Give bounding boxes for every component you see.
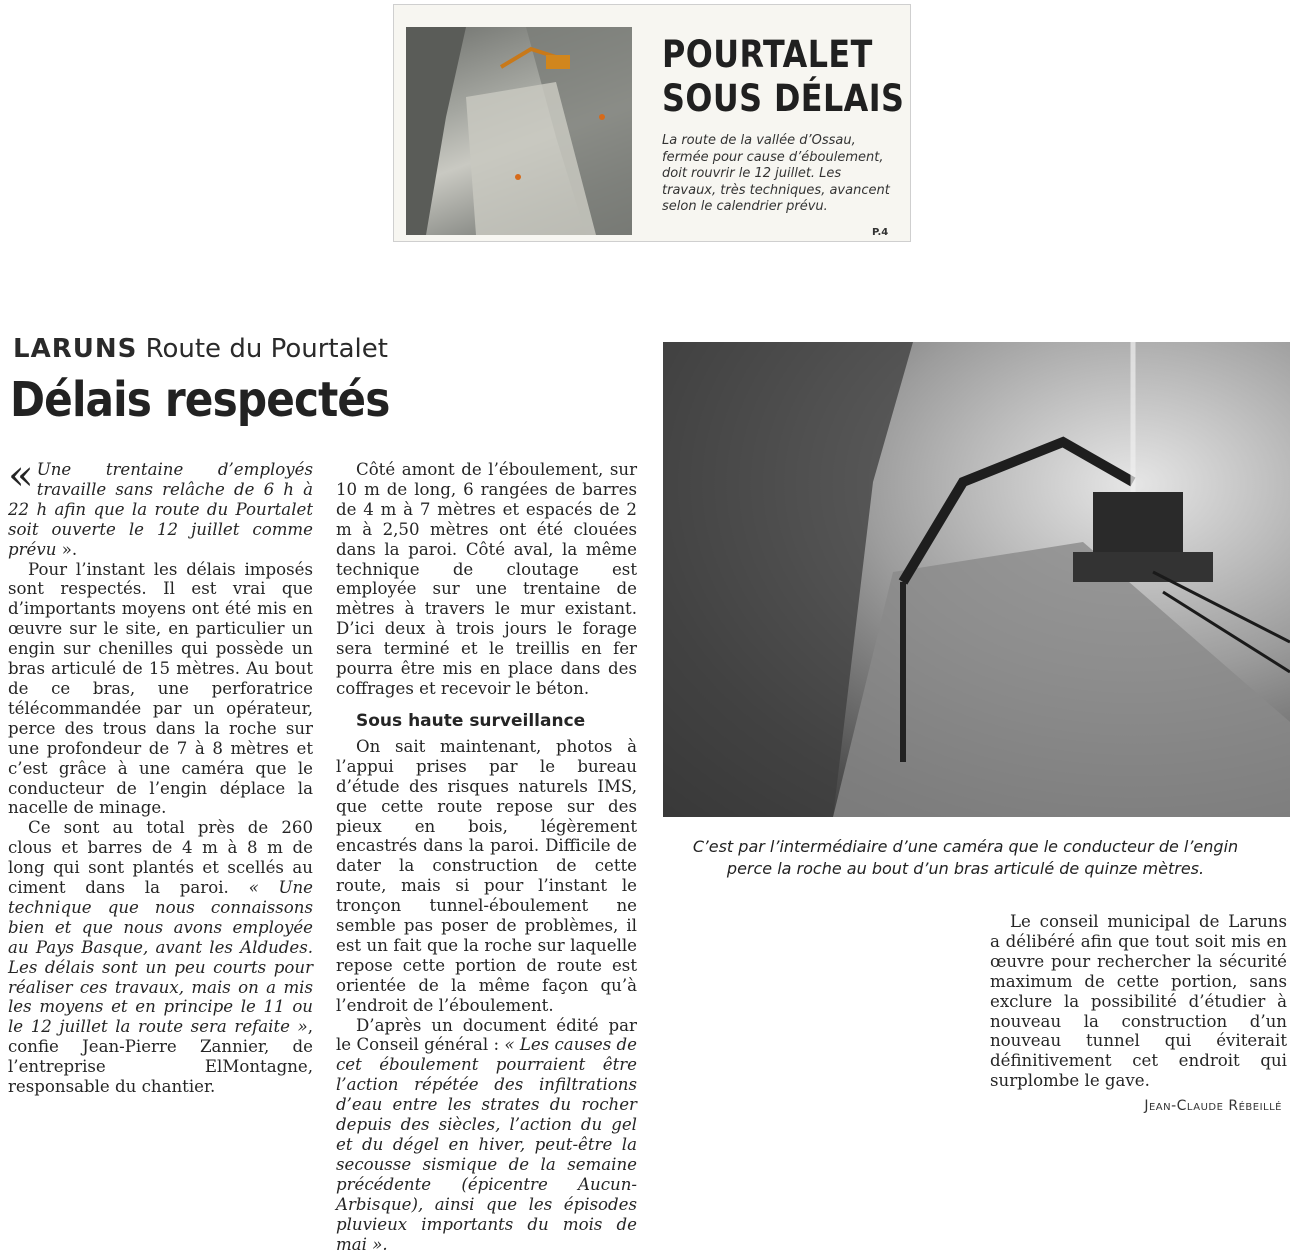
photo-caption: C’est par l’intermédiaire d’une caméra que le conducteur de l’engin perce la roche au bout d’un bras articulé de quinze mètres. bbox=[692, 837, 1239, 878]
article-place: LARUNS bbox=[13, 334, 138, 364]
teaser-title-line2: SOUS DÉLAIS bbox=[662, 77, 905, 120]
teaser-clipping bbox=[393, 4, 911, 242]
body-paragraph-6: Le conseil municipal de Laruns a délibéré afin que tout soit mis en œuvre pour rechercher la sécurité maximum de cette portion, sans exclure la possibilité d’étudier à nouveau la construction d’un nouveau tunnel qui éviterait définitivement cet endroit qui surplombe le gave. bbox=[990, 912, 1287, 1091]
article-section: Route du Pourtalet bbox=[145, 334, 388, 364]
body-paragraph-1: Pour l’instant les délais imposés sont respectés. Il est vrai que d’importants moyens ont été mis en œuvre sur le site, en particulier un engin sur chenilles qui possède un bras articulé de 15 mètres. Au bout de ce bras, une perforatrice télécommandée par un opérateur, perce des trous dans la roche sur une profondeur de 7 à 8 mètres et c’est grâce à une caméra que le conducteur de l’engin déplace la nacelle de minage. bbox=[8, 559, 313, 818]
teaser-summary: La route de la vallée d’Ossau, fermée pour cause d’éboulement, doit rouvrir le 12 juillet. Les travaux, très techniques, avancent selon le calendrier prévu. bbox=[662, 133, 890, 214]
article-column-4 bbox=[990, 912, 1287, 1091]
teaser-photo bbox=[406, 27, 632, 235]
body-paragraph-5 bbox=[336, 1016, 637, 1254]
teaser-title bbox=[662, 33, 905, 121]
subheading: Sous haute surveillance bbox=[356, 710, 586, 731]
body-paragraph-3: Côté amont de l’éboulement, sur 10 m de long, 6 rangées de barres de 4 m à 7 mètres et espacés de 2 m à 2,50 mètres ont été clouées dans la paroi. Côté aval, la même technique de cloutage est employée sur une trentaine de mètres à travers le mur existant. D’ici deux à trois jours le forage sera terminé et le treillis en fer pourra être mis en place dans des coffrages et recevoir le béton. bbox=[336, 460, 637, 698]
body-paragraph-2 bbox=[8, 818, 313, 1097]
lede-end: ». bbox=[56, 539, 78, 559]
lede-paragraph: « Une trentaine d’employés travaille sans relâche de 6 h à 22 h afin que la route du Pourtalet soit ouverte le 12 juillet comme prévu ». bbox=[8, 450, 313, 559]
lede-quote: Une trentaine d’employés travaille sans relâche de 6 h à 22 h afin que la route du Pourtalet soit ouverte le 12 juillet comme prévu bbox=[8, 460, 313, 559]
teaser-photo-illustration bbox=[406, 27, 632, 235]
p2-quote: « Une technique que nous connaissons bien et que nous avons employée au Pays Basque, avant les Aldudes. Les délais sont un peu courts pour réaliser ces travaux, mais on a mis les moyens et en principe le 11 ou le 12 juillet la route sera refaite » bbox=[8, 878, 313, 1037]
article-headline: Délais respectés bbox=[10, 372, 390, 428]
body-paragraph-4: On sait maintenant, photos à l’appui prises par le bureau d’étude des risques naturels IMS, que cette route repose sur des pieux en bois, légèrement encastrés dans la paroi. Difficile de dater la construction de cette route, mais si pour l’instant le tronçon tunnel-éboulement ne semble pas poser de problèmes, il est un fait que la roche sur laquelle repose cette portion de route est orientée de la même façon qu’à l’endroit de l’éboulement. bbox=[336, 736, 637, 1015]
article-photo bbox=[663, 342, 1290, 817]
p2-start: Ce sont au total près de 260 clous et barres de 4 m à 8 m de long qui sont plantés et scellés au ciment dans la paroi. bbox=[8, 818, 313, 898]
teaser-page-ref: P.4 bbox=[872, 227, 889, 238]
byline: Jean-Claude Rébeillé bbox=[1144, 1098, 1282, 1114]
article bbox=[0, 322, 1300, 1254]
teaser-title-line1: POURTALET bbox=[662, 33, 873, 76]
article-column-2 bbox=[336, 460, 637, 1254]
p2-end: , confie Jean-Pierre Zannier, de l’entreprise ElMontagne, responsable du chantier. bbox=[8, 1017, 313, 1097]
p5-quote: « Les causes de cet éboulement pourraient être l’action répétée des infiltrations d’eau entre les strates du rocher depuis des siècles, l’action du gel et du dégel en hiver, peut-être la secousse sismique de la semaine précédente (épicentre Aucun-Arbisque), ainsi que les épisodes pluvieux importants du mois de mai ». bbox=[336, 1035, 637, 1254]
article-column-1 bbox=[8, 450, 313, 1097]
photo-illustration bbox=[663, 342, 1290, 817]
p5-start: D’après un document édité par le Conseil général : bbox=[336, 1015, 637, 1055]
article-kicker bbox=[13, 334, 388, 364]
